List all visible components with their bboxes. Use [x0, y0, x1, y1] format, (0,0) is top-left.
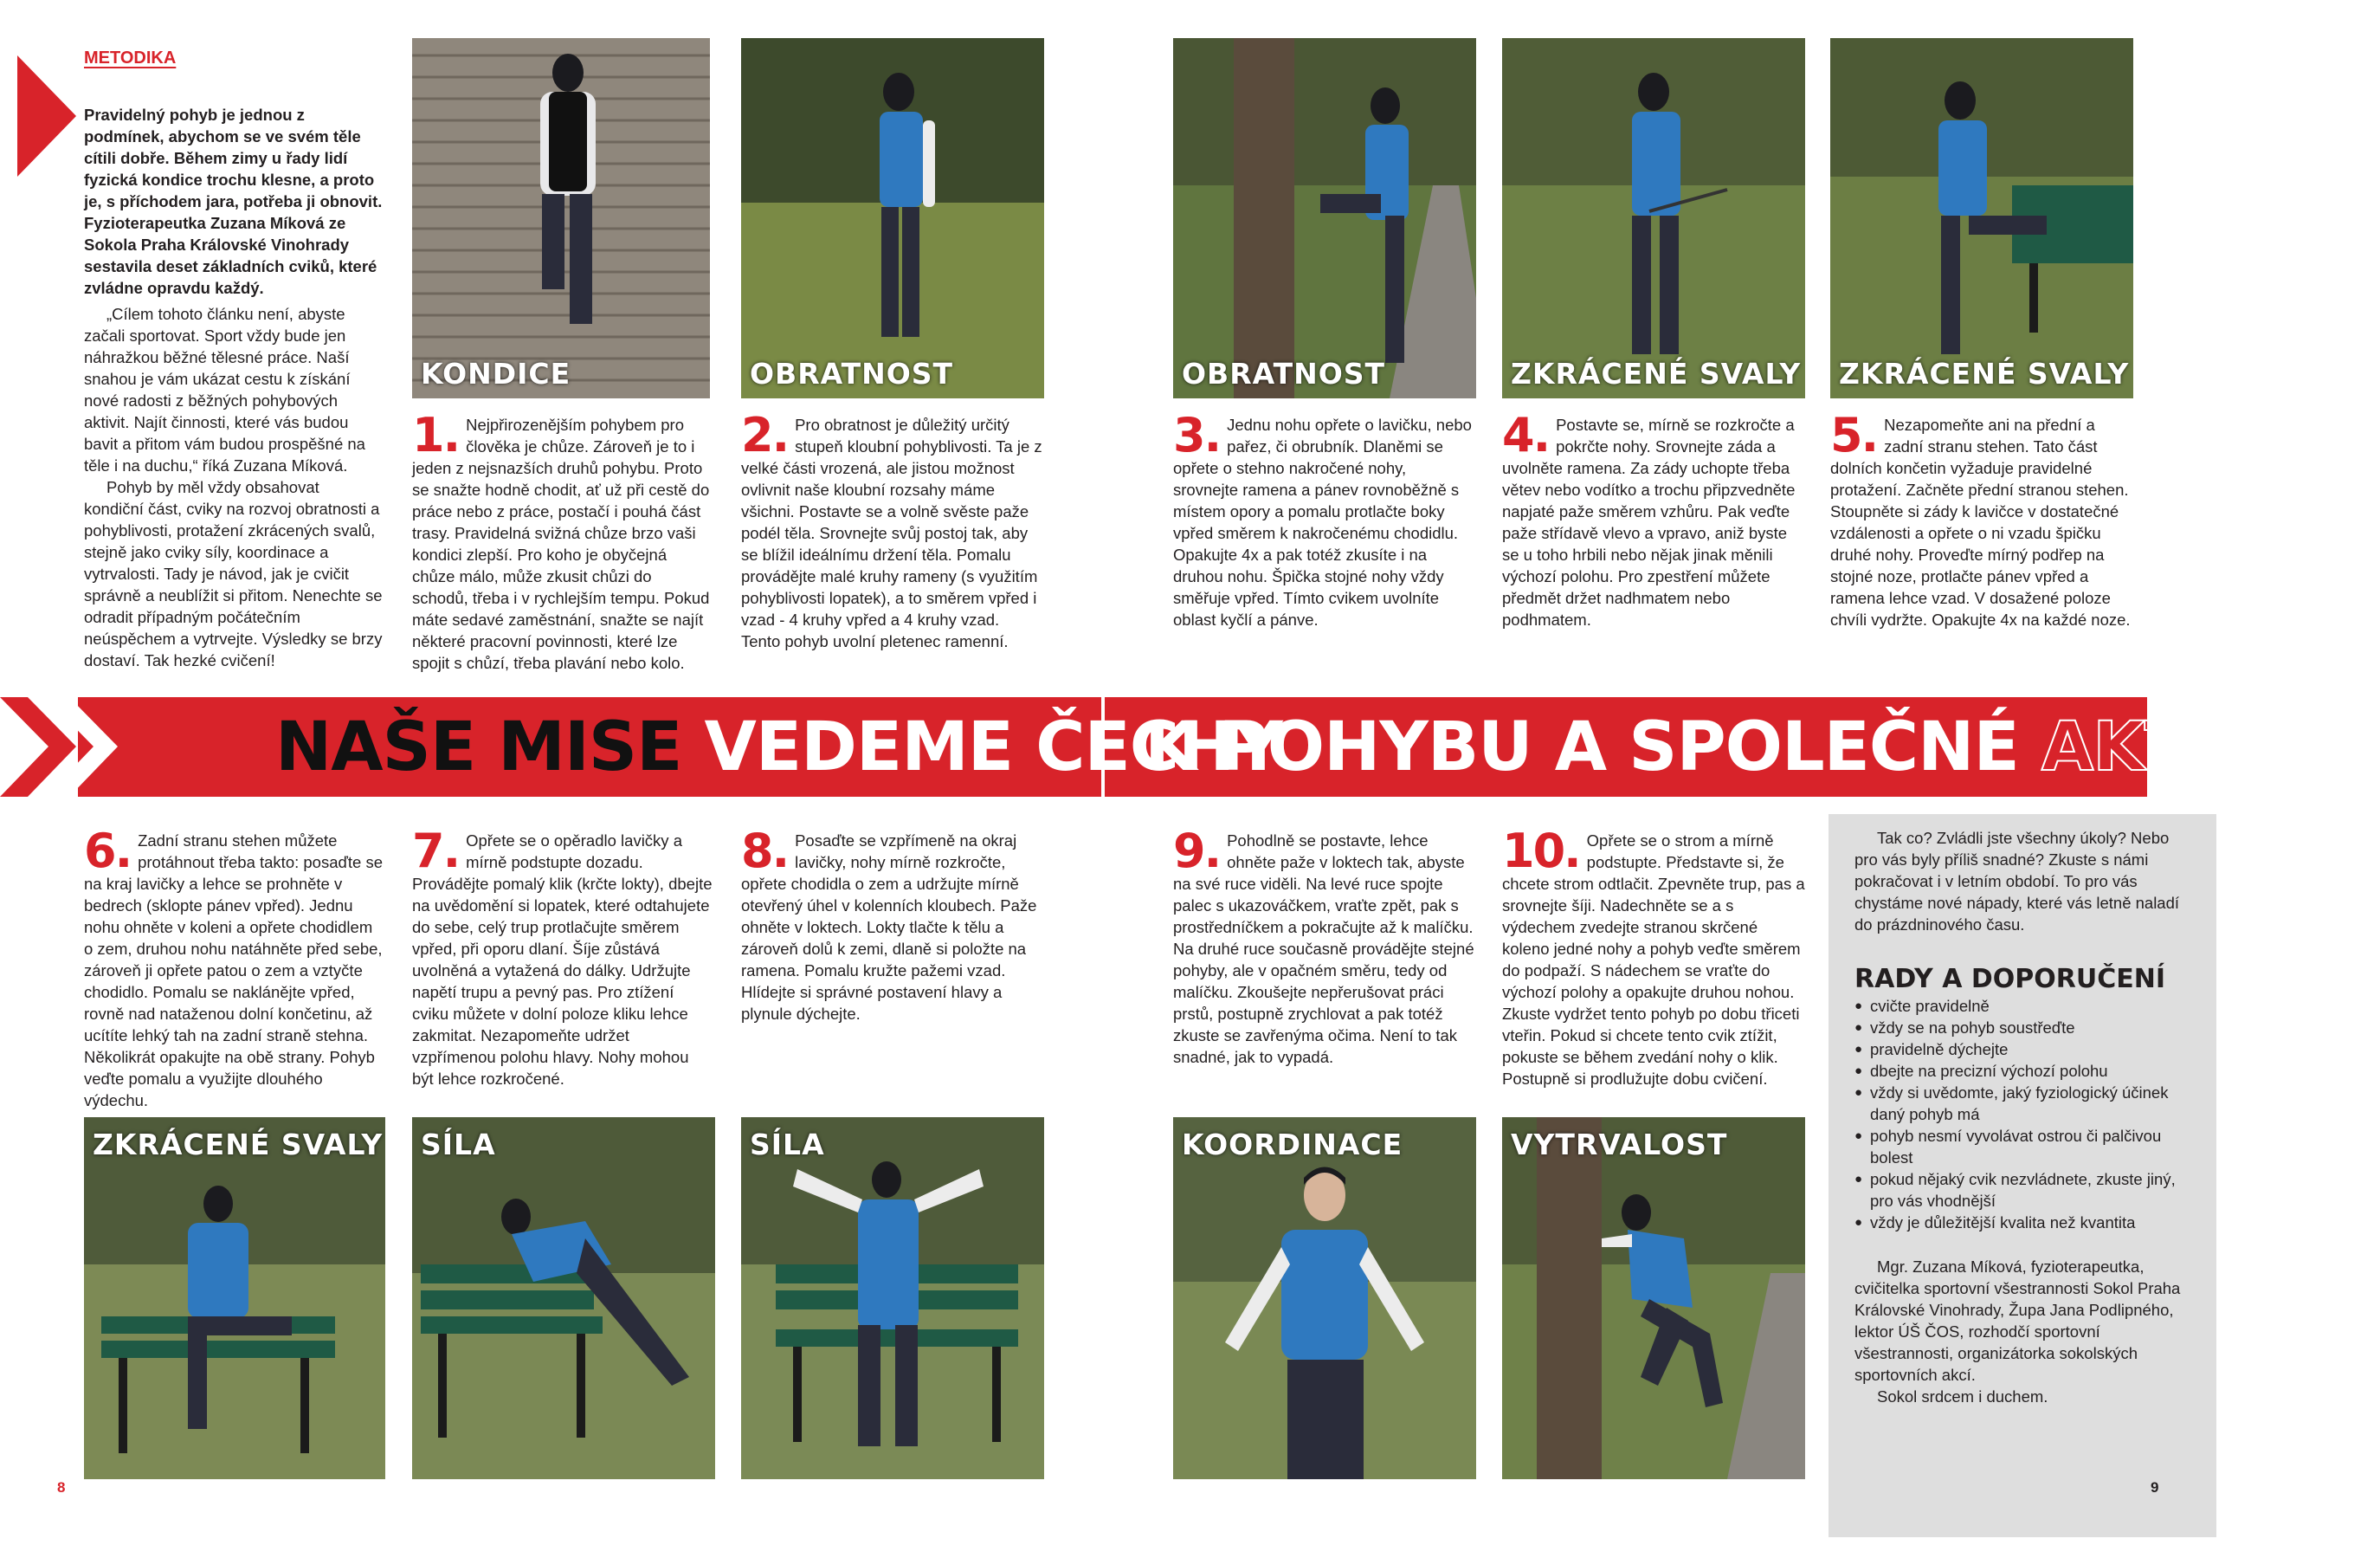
photo-caption: SÍLA	[750, 1128, 825, 1161]
exercise-text: Postavte se, mírně se rozkročte a pokrčte nohy. Srovnejte záda a uvolněte ramena. Za zády uchopte třeba větev nebo vodítko a trochu připzvedněte napjaté paže směrem vzhůru. Pak veďte paže střídavě vlevo a vpravo, aniž byste se u toho hrbili nebo nějak jinak měnili výchozí polohu. Pro zpestření můžete předmět držet nadhmatem nebo podhmatem.	[1502, 416, 1796, 629]
banner-part2: VEDEME ČECHY	[704, 708, 1282, 786]
tip-item: ● pohyb nesmí vyvolávat ostrou či palčivou bolest	[1854, 1125, 2196, 1168]
exercise-number: 1.	[412, 408, 460, 462]
exercise-4	[1502, 408, 1803, 630]
exercise-number: 5.	[1830, 408, 1878, 462]
photo-hip-stretch	[1173, 38, 1476, 398]
exercise-2	[741, 408, 1042, 652]
exercise-number: 3.	[1173, 408, 1221, 462]
photo-tree-knee-raise	[1502, 1117, 1805, 1479]
section-label: METODIKA	[84, 48, 177, 68]
exercise-number: 9.	[1173, 824, 1221, 878]
sokol-motto: Sokol srdcem i duchem.	[1877, 1387, 2048, 1406]
exercise-text: Pohodlně se postavte, lehce ohněte paže v loktech tak, abyste na své ruce viděli. Na levé ruce spojte palec s ukazováčkem, vraťte zpět, pak s prostředníčkem a pokračujte až k malíčku. Na druhé ruce současně provádějte stejné pohyby, ale v opačném směru, tedy od malíčku. Zkoušejte nepřerušovat práci prstů, postupně zrychlovat a pak totéž zkuste se zavřenýma očima. Není to tak snadné, jak to vypadá.	[1173, 831, 1474, 1066]
exercise-number: 10.	[1502, 824, 1580, 878]
photo-caption: OBRATNOST	[1182, 357, 1386, 391]
photo-bench-quad-stretch	[1830, 38, 2133, 398]
tip-item: ● dbejte na precizní výchozí polohu	[1854, 1060, 2196, 1082]
page-number-right: 9	[2151, 1479, 2159, 1496]
tips-list	[1854, 995, 2196, 1233]
sidebar-intro: Tak co? Zvládli jste všechny úkoly? Nebo pro vás byly příliš snadné? Zkuste s námi pokračovat i v letním období. To pro vás chystáme nové nápady, které vás letně naladí do prázdninového času.	[1854, 829, 2180, 934]
sidebar-content	[1854, 827, 2196, 1407]
exercise-9	[1173, 824, 1476, 1068]
red-triangle-marker	[17, 55, 76, 177]
exercise-5	[1830, 408, 2133, 630]
exercise-3	[1173, 408, 1474, 630]
intro-paragraph: „Cílem tohoto článku není, abyste začali sportovat. Sport vždy bude jen náhražkou běžné tělesné práce. Naší snahou je vám ukázat cestu k získání nové radosti z běžných pohybových aktivit. Najít činnosti, které vás budou bavit a přitom vám budou prospěšné na těle i na duchu,“ říká Zuzana Míková.	[84, 305, 365, 475]
photo-bench-hamstring	[84, 1117, 385, 1479]
tip-item: ● vždy se na pohyb soustřeďte	[1854, 1017, 2196, 1038]
exercise-text: Opřete se o opěradlo lavičky a mírně podstupte dozadu. Provádějte pomalý klik (krčte lokty), dbejte na uvědomění si lopatek, které odtahujete do sebe, celý trup protlačujte směrem vpřed, při oporu dlaní. Šíje zůstává uvolněná a vytažená do dálky. Udržujte napětí trupu a pevný pas. Pro ztížení cviku můžete v dolní poloze kliku lehce zakmitat. Nezapomeňte udržet vzpřímenou polohu hlavy. Nohy mohou být lehce rozkročené.	[412, 831, 713, 1088]
photo-caption: ZKRÁCENÉ SVALY	[1511, 357, 1802, 391]
photo-caption: VYTRVALOST	[1511, 1128, 1728, 1161]
intro-text	[84, 303, 383, 671]
exercise-6	[84, 824, 385, 1111]
tip-item: ● pravidelně dýchejte	[1854, 1038, 2196, 1060]
photo-bench-pushup	[412, 1117, 715, 1479]
exercise-number: 8.	[741, 824, 789, 878]
exercise-number: 2.	[741, 408, 789, 462]
banner-text-left	[275, 700, 1282, 795]
exercise-text: Nezapomeňte ani na přední a zadní stranu stehen. Tato část dolních končetin vyžaduje pravidelné protažení. Začněte přední stranou stehen. Stoupněte si zády k lavičce v dostatečné vzdálenosti a opřete o ni vzadu špičku druhé nohy. Proveďte mírný podřep na stojné noze, protlačte pánev vpřed a ramena lehce vzad. V dosažené poloze chvíli vydržte. Opakujte 4x na každé noze.	[1830, 416, 2131, 629]
exercise-number: 4.	[1502, 408, 1550, 462]
exercise-number: 7.	[412, 824, 460, 878]
photo-bench-arm-circles	[741, 1117, 1044, 1479]
exercise-text: Jednu nohu opřete o lavičku, nebo pařez, či obrubník. Dlaněmi se opřete o stehno nakročené nohy, srovnejte ramena a pánev rovnoběžně s místem opory a pomalu protlačte boky vpřed směrem k nakročenému chodidlu. Opakujte 4x a pak totéž zkusíte i na druhou nohu. Špička stojné nohy vždy směřuje vpřed. Tímto cvikem uvolníte oblast kyčlí a pánve.	[1173, 416, 1472, 629]
exercise-7	[412, 824, 713, 1089]
exercise-text: Zadní stranu stehen můžete protáhnout třeba takto: posaďte se na kraj lavičky a lehce se prohněte v bedrech (sklopte pánev vpřed). Jednu nohu ohněte v koleni a opřete chodidlem o zem, druhou nohu natáhněte před sebe, zároveň ji opřete patou o zem a vztyčte chodidlo. Pomalu se naklánějte vpřed, rovně nad nataženou dolní končetinu, až ucítíte lehký tah na zadní straně stehna. Několikrát opakujte na obě strany. Pohyb veďte pomalu a využijte dlouhého výdechu.	[84, 831, 383, 1109]
tip-item: ● pokud nějaký cvik nezvládnete, zkuste jiný, pro vás vhodnější	[1854, 1168, 2196, 1212]
author-bio: Mgr. Zuzana Míková, fyzioterapeutka, cvičitelka sportovní všestrannosti Sokol Praha Královské Vinohrady, Župa Jana Podlipného, lektor ÚŠ ČOS, rozhodčí sportovní všestrannosti, organizátorka sokolských sportovních akcí.	[1854, 1257, 2181, 1384]
photo-shoulder-circles	[741, 38, 1044, 398]
exercise-number: 6.	[84, 824, 132, 878]
tip-item: ● vždy si uvědomte, jaký fyziologický účinek daný pohyb má	[1854, 1082, 2196, 1125]
exercise-text: Nejpřirozenějším pohybem pro člověka je chůze. Zároveň je to i jeden z nejsnazších druhů pohybu. Proto se snažte hodně chodit, ať už při cestě do práce nebo z práce, postačí i pouhá část trasy. Pravidelná svižná chůze brzo vaši kondici zlepší. Pro koho je obyčejná chůze málo, může zkusit chůzi do schodů, třeba i v rychlejším tempu. Pokud máte sedavé zaměstnání, snažte se najít některé pracovní povinnosti, které lze spojit s chůzí, třeba plavání nebo kolo.	[412, 416, 710, 672]
tips-heading: RADY A DOPORUČENÍ	[1854, 964, 2166, 994]
exercise-10	[1502, 824, 1805, 1089]
photo-stairs	[412, 38, 710, 398]
photo-caption: ZKRÁCENÉ SVALY	[1839, 357, 2130, 391]
banner-part4: AKTIVITĚ	[2041, 708, 2380, 786]
tip-item: ● vždy je důležitější kvalita než kvantita	[1854, 1212, 2196, 1233]
intro-paragraph: Pohyb by měl vždy obsahovat kondiční část, cviky na rozvoj obratnosti a pohyblivosti, protažení zkrácených svalů, stejně jako cviky síly, koordinace a vytrvalosti. Tady je návod, jak je cvičit správně a neublížit si přitom. Nenechte se odradit případným počátečním neúspěchem a vytrvejte. Výsledky se brzy dostaví. Tak hezké cvičení!	[84, 478, 383, 669]
photo-caption: ZKRÁCENÉ SVALY	[93, 1128, 384, 1161]
photo-arm-stretch	[1502, 38, 1805, 398]
banner-part1: NAŠE MISE	[275, 708, 682, 786]
exercise-text: Opřete se o strom a mírně podstupte. Představte si, že chcete strom odtlačit. Zpevněte trup, pas a srovnejte šíji. Nadechněte se a s výdechem zvedejte stranou skrčené koleno jedné nohy a pohyb veďte směrem do podpaží. S nádechem se vraťte do výchozí polohy a opakujte druhou nohou. Zkuste vydržet tento pohyb po dobu třiceti vteřin. Pokud si chcete tento cvik ztížit, pokuste se během zvedání nohy o klik. Postupně si prodlužujte dobu cvičení.	[1502, 831, 1805, 1088]
banner-part3: K POHYBU A SPOLEČNÉ	[1145, 708, 2019, 786]
tip-item: ● cvičte pravidelně	[1854, 995, 2196, 1017]
exercise-8	[741, 824, 1042, 1025]
exercise-text: Posaďte se vzpřímeně na okraj lavičky, nohy mírně rozkročte, opřete chodidla o zem a udržujte mírně otevřený úhel v kolenních kloubech. Paže ohněte v loktech. Lokty tlačte k tělu a zároveň dolů k zemi, dlaně si položte na ramena. Pomalu kružte pažemi vzad. Hlídejte si správné postavení hlavy a plynule dýchejte.	[741, 831, 1037, 1023]
exercise-text: Pro obratnost je důležitý určitý stupeň kloubní pohyblivosti. Ta je z velké části vrozená, ale jistou možnost ovlivnit naše kloubní rozsahy máme všichni. Postavte se a volně svěste paže podél těla. Srovnejte svůj postoj tak, aby se blížil ideálnímu držení těla. Pomalu provádějte malé kruhy rameny (s využitím pohyblivosti lopatek), a to směrem vpřed i vzad - 4 kruhy vpřed a 4 kruhy vzad. Tento pohyb uvolní pletenec ramenní.	[741, 416, 1042, 650]
photo-caption: KONDICE	[421, 357, 571, 391]
exercise-1	[412, 408, 712, 674]
page-number-left: 8	[57, 1479, 66, 1496]
photo-caption: SÍLA	[421, 1128, 496, 1161]
lead-paragraph: Pravidelný pohyb je jednou z podmínek, abychom se ve svém těle cítili dobře. Během zimy u řady lidí fyzická kondice trochu klesne, a proto je, s příchodem jara, potřeba ji obnovit. Fyzioterapeutka Zuzana Míková ze Sokola Praha Královské Vinohrady sestavila deset základních cviků, které zvládne opravdu každý.	[84, 106, 383, 297]
banner-text-right	[1145, 700, 2380, 795]
photo-caption: KOORDINACE	[1182, 1128, 1403, 1161]
photo-caption: OBRATNOST	[750, 357, 954, 391]
photo-finger-coordination	[1173, 1117, 1476, 1479]
